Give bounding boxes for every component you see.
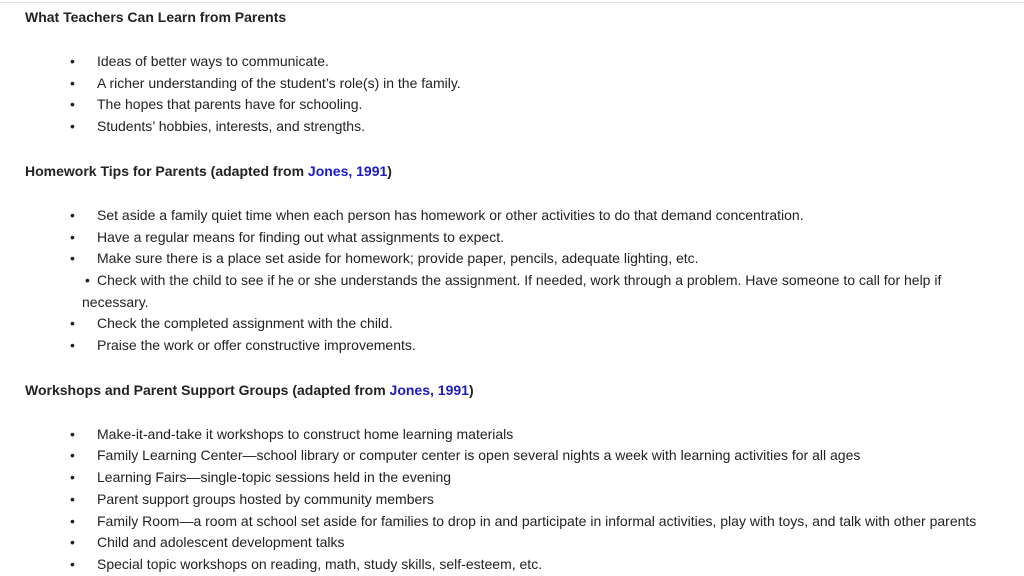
- teachers-learn-list: [25, 51, 1020, 138]
- list-item: • Have a regular means for finding out what assignments to expect.: [25, 227, 1020, 249]
- list-item: • Parent support groups hosted by community members: [25, 489, 1020, 511]
- list-item: • A richer understanding of the student’s role(s) in the family.: [25, 73, 1020, 95]
- article-content: [25, 9, 1020, 576]
- heading-text: Workshops and Parent Support Groups (adapted from: [25, 381, 390, 398]
- heading-text-end: ): [468, 381, 474, 398]
- list-item: • Check the completed assignment with the child.: [25, 313, 1020, 335]
- list-item: • Praise the work or offer constructive improvements.: [25, 335, 1020, 357]
- heading-text-end: ): [387, 162, 392, 179]
- list-item: • Learning Fairs—single-topic sessions held in the evening: [25, 467, 1020, 489]
- list-item: • The hopes that parents have for schooling.: [25, 94, 1020, 116]
- homework-tips-list: [25, 205, 1020, 357]
- list-item: • Special topic workshops on reading, math, study skills, self-esteem, etc.: [25, 554, 1020, 576]
- top-divider: [0, 2, 1024, 3]
- citation-link-jones-1991[interactable]: Jones, 1991: [307, 162, 388, 179]
- section-heading-teachers-learn: What Teachers Can Learn from Parents: [25, 9, 287, 25]
- list-item: • Set aside a family quiet time when each person has homework or other activities to do that demand concentration.: [25, 205, 1020, 227]
- list-item: • Ideas of better ways to communicate.: [25, 51, 1020, 73]
- list-item: • Make-it-and-take it workshops to construct home learning materials: [25, 424, 1020, 446]
- workshops-list: [25, 424, 1020, 576]
- list-item: • Make sure there is a place set aside for homework; provide paper, pencils, adequate lighting, etc.: [25, 248, 1020, 270]
- list-item: • Students’ hobbies, interests, and strengths.: [25, 116, 1020, 138]
- list-item: • Check with the child to see if he or she understands the assignment. If needed, work through a problem. Have someone to call for help if necessary.: [25, 270, 1002, 313]
- section-heading-homework-tips: [25, 163, 1020, 180]
- list-item: • Family Room—a room at school set aside for families to drop in and participate in informal activities, play with toys, and talk with other parents: [25, 511, 1020, 533]
- heading-text: Homework Tips for Parents (adapted from: [25, 162, 308, 179]
- list-item: • Family Learning Center—school library or computer center is open several nights a week with learning activities for all ages: [25, 445, 1020, 467]
- list-item: • Child and adolescent development talks: [25, 532, 1020, 554]
- citation-link-jones-1991[interactable]: Jones, 1991: [389, 381, 469, 398]
- section-heading-workshops: [25, 382, 1020, 399]
